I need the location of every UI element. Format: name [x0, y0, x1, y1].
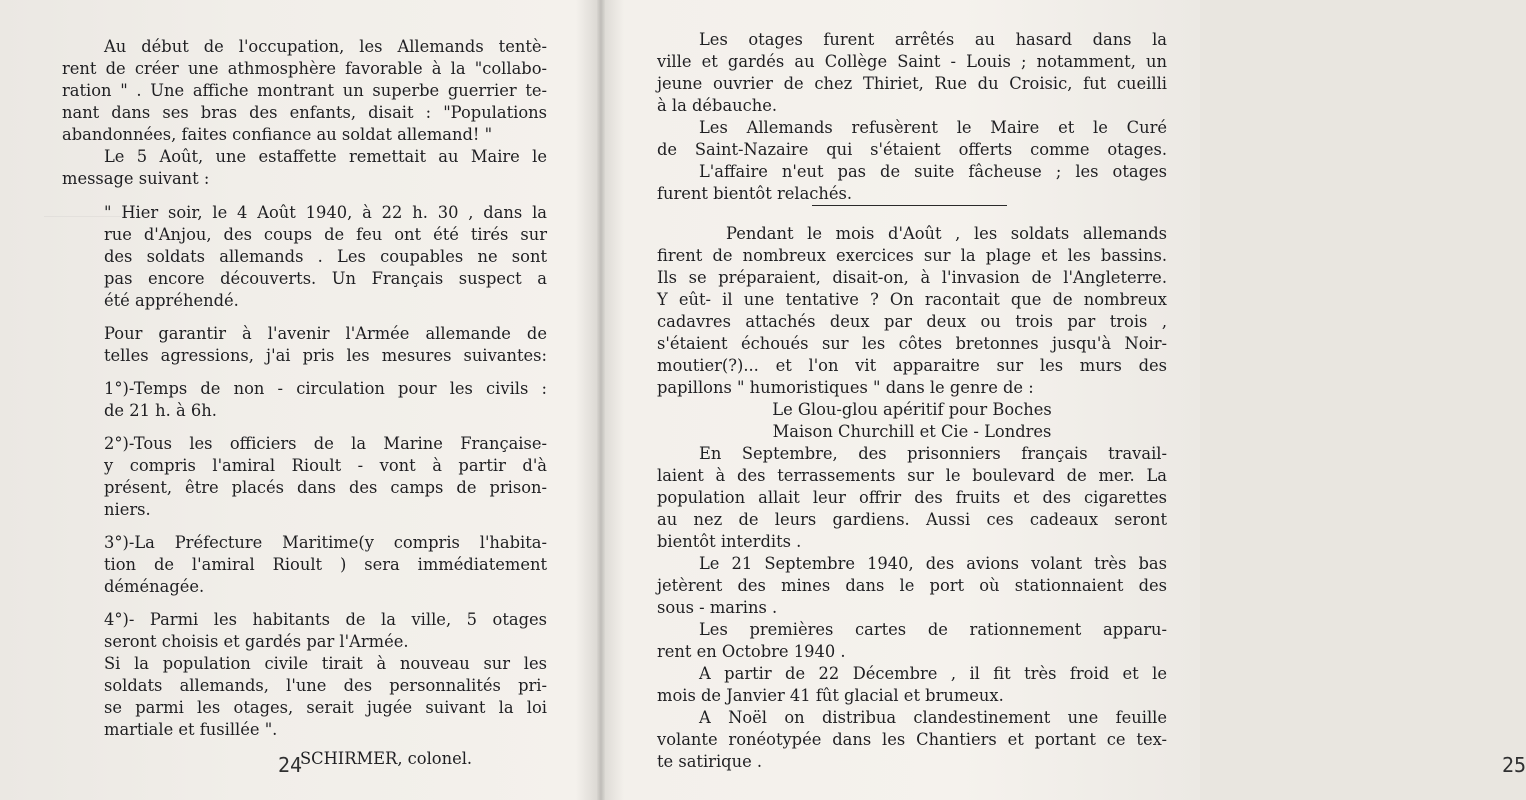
right-line-19: En Septembre, des prisonniers français travail- — [699, 444, 1167, 463]
left-line-22: tion de l'amiral Rioult ) sera immédiatement — [104, 555, 547, 574]
right-line-2: ville et gardés au Collège Saint - Louis ; notamment, un — [657, 52, 1167, 71]
right-line-20: laient à des terrassements sur le boulevard de mer. La — [657, 466, 1167, 485]
right-line-33: te satirique . — [657, 752, 763, 771]
left-line-26: Si la population civile tirait à nouveau sur les — [104, 654, 547, 673]
left-line-28: se parmi les otages, serait jugée suivant la loi — [104, 698, 547, 717]
page-number: 25 — [1502, 753, 1526, 777]
right-line-3: jeune ouvrier de chez Thiriet, Rue du Croisic, fut cueilli — [657, 74, 1167, 93]
right-line-11: Ils se préparaient, disait-on, à l'invasion de l'Angleterre. — [657, 268, 1167, 287]
signature: SCHIRMER, colonel. — [300, 749, 473, 768]
right-line-28: rent en Octobre 1940 . — [657, 642, 846, 661]
right-line-1: Les otages furent arrêtés au hasard dans la — [699, 30, 1167, 49]
right-line-25: jetèrent des mines dans le port où stationnaient des — [657, 576, 1167, 595]
section-divider — [812, 205, 1007, 206]
left-page — [0, 0, 600, 800]
right-line-26: sous - marins . — [657, 598, 778, 617]
right-line-8: furent bientôt relachés. — [657, 184, 853, 203]
right-line-31: A Noël on distribua clandestinement une feuille — [699, 708, 1167, 727]
left-line-17: 2°)-Tous les officiers de la Marine Française- — [104, 434, 547, 453]
right-line-21: population allait leur offrir des fruits et des cigarettes — [657, 488, 1167, 507]
left-line-25: seront choisis et gardés par l'Armée. — [104, 632, 409, 651]
left-line-12: été appréhendé. — [104, 291, 239, 310]
page-number: 24 — [278, 753, 303, 777]
left-line-29: martiale et fusillée ". — [104, 720, 278, 739]
left-line-8: " Hier soir, le 4 Août 1940, à 22 h. 30 , dans la — [104, 203, 547, 222]
right-line-27: Les premières cartes de rationnement apparu- — [699, 620, 1167, 639]
right-line-12: Y eût- il une tentative ? On racontait que de nombreux — [657, 290, 1167, 309]
left-line-24: 4°)- Parmi les habitants de la ville, 5 otages — [104, 610, 547, 629]
right-line-9: Pendant le mois d'Août , les soldats allemands — [726, 224, 1167, 243]
right-line-23: bientôt interdits . — [657, 532, 802, 551]
right-page — [600, 0, 1526, 800]
right-line-13: cadavres attachés deux par deux ou trois par trois , — [657, 312, 1167, 331]
right-line-7: L'affaire n'eut pas de suite fâcheuse ; les otages — [699, 162, 1167, 181]
left-line-2: rent de créer une athmosphère favorable à la "collabo- — [62, 59, 547, 78]
left-line-4: nant dans ses bras des enfants, disait : "Populations — [62, 103, 547, 122]
left-line-16: de 21 h. à 6h. — [104, 401, 217, 420]
right-line-5: Les Allemands refusèrent le Maire et le Curé — [699, 118, 1167, 137]
right-line-6: de Saint-Nazaire qui s'étaient offerts comme otages. — [657, 140, 1167, 159]
left-line-6: Le 5 Août, une estaffette remettait au Maire le — [104, 147, 547, 166]
left-line-1: Au début de l'occupation, les Allemands tentè- — [104, 37, 547, 56]
right-line-22: au nez de leurs gardiens. Aussi ces cadeaux seront — [657, 510, 1167, 529]
left-line-21: 3°)-La Préfecture Maritime(y compris l'habita- — [104, 533, 547, 552]
left-line-20: niers. — [104, 500, 151, 519]
right-line-17: Le Glou-glou apéritif pour Boches — [772, 400, 1052, 419]
left-line-18: y compris l'amiral Rioult - vont à partir d'à — [104, 456, 547, 475]
left-line-23: déménagée. — [104, 577, 205, 596]
right-line-4: à la débauche. — [657, 96, 778, 115]
right-line-16: papillons " humoristiques " dans le genre de : — [657, 378, 1034, 397]
left-line-27: soldats allemands, l'une des personnalités pri- — [104, 676, 547, 695]
right-line-29: A partir de 22 Décembre , il fit très froid et le — [699, 664, 1167, 683]
right-line-24: Le 21 Septembre 1940, des avions volant très bas — [699, 554, 1167, 573]
right-line-18: Maison Churchill et Cie - Londres — [772, 422, 1052, 441]
right-line-14: s'étaient échoués sur les côtes bretonnes jusqu'à Noir- — [657, 334, 1167, 353]
left-line-14: telles agressions, j'ai pris les mesures suivantes: — [104, 346, 547, 365]
right-line-32: volante ronéotypée dans les Chantiers et portant ce tex- — [657, 730, 1167, 749]
right-line-30: mois de Janvier 41 fût glacial et brumeux. — [657, 686, 1004, 705]
right-line-15: moutier(?)... et l'on vit apparaitre sur les murs des — [657, 356, 1167, 375]
left-line-7: message suivant : — [62, 169, 210, 188]
right-line-10: firent de nombreux exercices sur la plage et les bassins. — [657, 246, 1167, 265]
left-line-13: Pour garantir à l'avenir l'Armée allemande de — [104, 324, 547, 343]
left-line-3: ration " . Une affiche montrant un superbe guerrier te- — [62, 81, 547, 100]
left-line-10: des soldats allemands . Les coupables ne sont — [104, 247, 547, 266]
left-line-5: abandonnées, faites confiance au soldat allemand! " — [62, 125, 493, 144]
left-line-19: présent, être placés dans des camps de prison- — [104, 478, 547, 497]
left-line-15: 1°)-Temps de non - circulation pour les civils : — [104, 379, 547, 398]
left-line-9: rue d'Anjou, des coups de feu ont été tirés sur — [104, 225, 547, 244]
left-line-11: pas encore découverts. Un Français suspect a — [104, 269, 547, 288]
